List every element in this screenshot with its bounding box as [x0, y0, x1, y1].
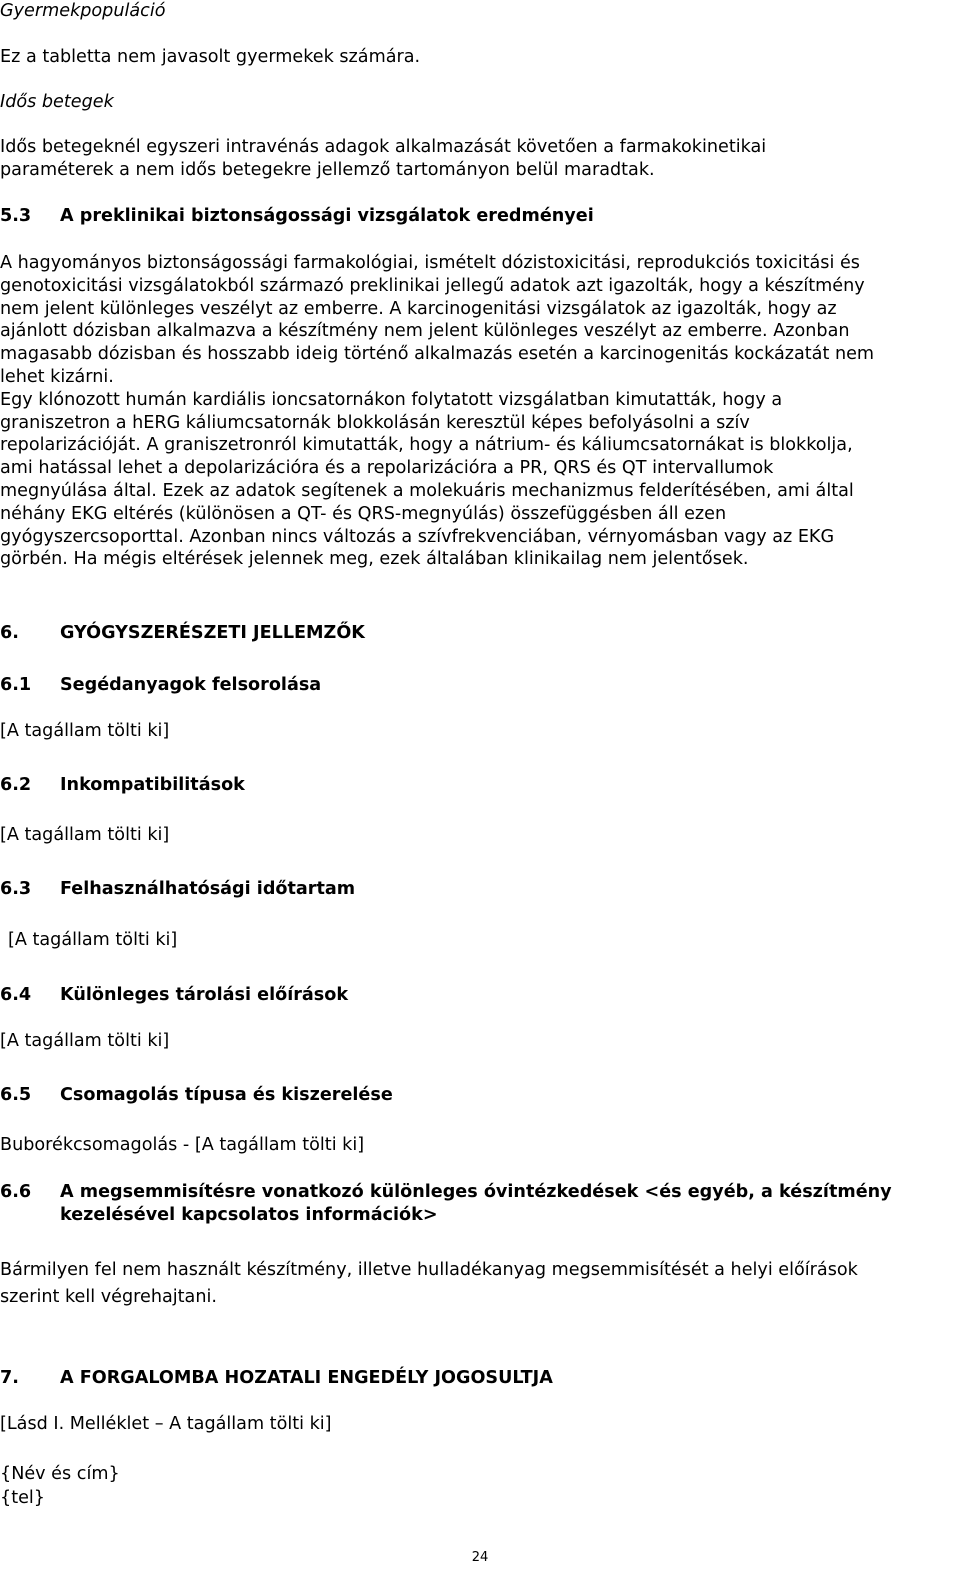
section-6-5-text: Buborékcsomagolás - [A tagállam tölti ki] — [0, 1135, 365, 1155]
section-title: GYÓGYSZERÉSZETI JELLEMZŐK — [60, 623, 365, 643]
section-6-3-text: [A tagállam tölti ki] — [8, 930, 178, 950]
section-6-6-paragraph — [0, 1257, 858, 1311]
paragraph-line: ami hatással lehet a depolarizációra és a repolarizációra a PR, QRS és QT intervallumok — [0, 458, 774, 479]
paragraph-line: lehet kizárni. — [0, 366, 114, 387]
paragraph-line: graniszetron a hERG káliumcsatornák blokkolásán keresztül képes befolyásolni a szív — [0, 412, 750, 433]
paragraph-line: nem jelent különleges veszélyt az emberre. A karcinogenitási vizsgálatok az igazolták, hogy az — [0, 298, 837, 319]
section-number: 6.3 — [0, 879, 32, 899]
section-title-line: A megsemmisítésre vonatkozó különleges óvintézkedések <és egyéb, a készítmény — [60, 1182, 892, 1202]
section-6-3-heading — [0, 878, 355, 901]
paragraph-line: magasabb dózisban és hosszabb ideig történő alkalmazás esetén a karcinogenitás kockázatát nem — [0, 344, 875, 365]
page-number: 24 — [471, 1550, 489, 1565]
section-number: 6.6 — [0, 1182, 32, 1202]
section-title: Felhasználhatósági időtartam — [60, 879, 356, 899]
section-title: Inkompatibilitások — [60, 775, 245, 795]
section-number: 6.5 — [0, 1085, 32, 1105]
elderly-heading: Idős betegek — [0, 92, 114, 112]
section-number: 6.4 — [0, 985, 32, 1005]
paragraph-line: megnyúlása által. Ezek az adatok segítenek a molekuáris mechanizmus felderítésében, ami által — [0, 480, 854, 501]
tel-placeholder: {tel} — [0, 1488, 45, 1508]
section-6-2-text: [A tagállam tölti ki] — [0, 825, 170, 845]
elderly-paragraph — [0, 136, 766, 182]
section-title: Csomagolás típusa és kiszerelése — [60, 1085, 393, 1105]
section-title-line: kezelésével kapcsolatos információk> — [60, 1204, 438, 1225]
paragraph-line: paraméterek a nem idős betegekre jellemző tartományon belül maradtak. — [0, 159, 655, 180]
section-6-6-heading — [0, 1181, 892, 1227]
section-title: A preklinikai biztonságossági vizsgálatok eredményei — [60, 206, 594, 226]
name-address-placeholder: {Név és cím} — [0, 1464, 120, 1484]
paragraph-line: szerint kell végrehajtani. — [0, 1287, 217, 1307]
section-6-1-text: [A tagállam tölti ki] — [0, 721, 170, 741]
paragraph-line: Egy klónozott humán kardiális ioncsatornákon folytatott vizsgálatban kimutatták, hogy a — [0, 389, 783, 410]
section-6-2-heading — [0, 774, 245, 797]
section-6-5-heading — [0, 1084, 393, 1107]
section-number: 6. — [0, 623, 19, 643]
section-6-4-text: [A tagállam tölti ki] — [0, 1031, 170, 1051]
section-title: Különleges tárolási előírások — [60, 985, 349, 1005]
paragraph-line: A hagyományos biztonságossági farmakológiai, ismételt dózistoxicitási, reprodukciós toxicitási és — [0, 253, 860, 273]
pediatric-text: Ez a tabletta nem javasolt gyermekek számára. — [0, 47, 421, 67]
paragraph-line: repolarizációját. A graniszetronról kimutatták, hogy a nátrium- és káliumcsatornákat is blokkolja, — [0, 435, 853, 456]
section-title: Segédanyagok felsorolása — [60, 675, 322, 695]
section-5-3-heading — [0, 205, 594, 228]
paragraph-line: genotoxicitási vizsgálatokból származó preklinikai jellegű adatok azt igazolták, hogy a készítmény — [0, 275, 865, 296]
pediatric-heading: Gyermekpopuláció — [0, 1, 166, 21]
section-number: 5.3 — [0, 206, 32, 226]
paragraph-line: Idős betegeknél egyszeri intravénás adagok alkalmazását követően a farmakokinetikai — [0, 137, 767, 157]
paragraph-line: néhány EKG eltérés (különösen a QT- és QRS-megnyúlás) összefüggésben áll ezen — [0, 503, 727, 524]
section-7-heading — [0, 1367, 553, 1390]
paragraph-line: gyógyszercsoporttal. Azonban nincs változás a szívfrekvenciában, vérnyomásban vagy az EKG — [0, 526, 835, 547]
paragraph-line: ajánlott dózisban alkalmazva a készítmény nem jelent különleges veszélyt az emberre. Azonban — [0, 321, 850, 342]
section-title: A FORGALOMBA HOZATALI ENGEDÉLY JOGOSULTJA — [60, 1368, 553, 1388]
section-number: 6.2 — [0, 775, 32, 795]
section-6-1-heading — [0, 674, 321, 697]
section-number: 6.1 — [0, 675, 32, 695]
section-6-4-heading — [0, 984, 348, 1007]
section-6-heading — [0, 622, 365, 645]
paragraph-line: Bármilyen fel nem használt készítmény, illetve hulladékanyag megsemmisítését a helyi előírások — [0, 1260, 858, 1280]
section-5-3-paragraph — [0, 252, 874, 571]
section-title — [60, 1181, 892, 1227]
paragraph-line: görbén. Ha mégis eltérések jelennek meg, ezek általában klinikailag nem jelentősek. — [0, 549, 749, 570]
section-7-text: [Lásd I. Melléklet – A tagállam tölti ki] — [0, 1414, 332, 1434]
section-number: 7. — [0, 1368, 19, 1388]
